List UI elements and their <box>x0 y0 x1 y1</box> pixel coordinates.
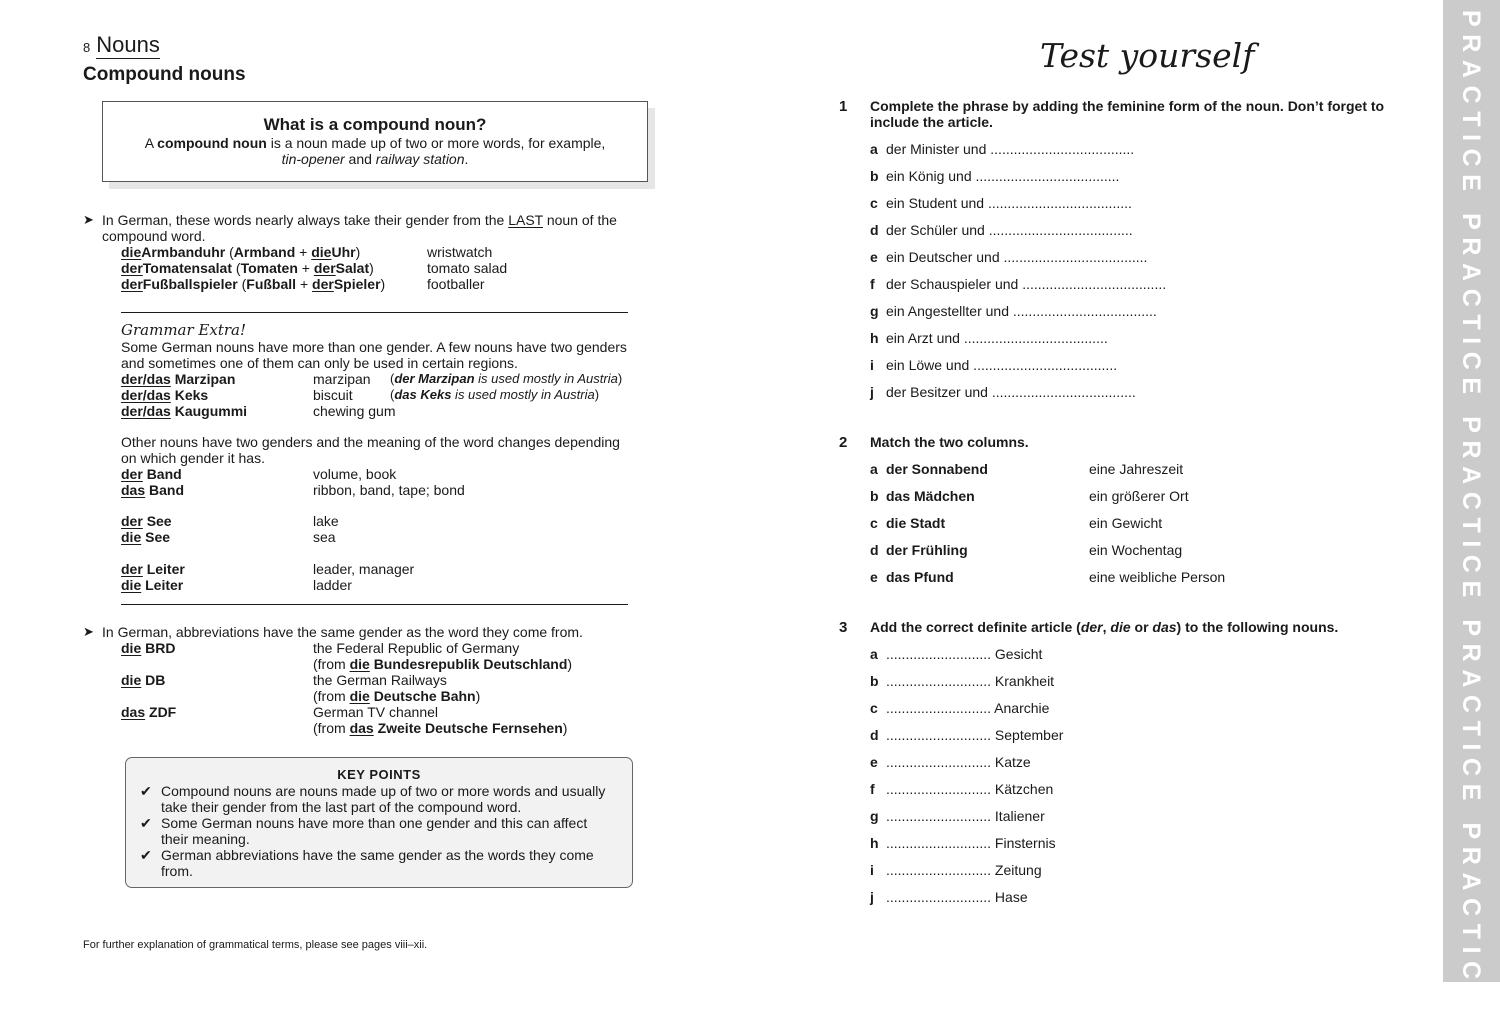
exercise-item: j ........................... Hase <box>870 889 1028 905</box>
definition-line-1: A compound noun is a noun made up of two or more words, for example, <box>144 135 606 151</box>
arrow-bullet-icon: ➤ <box>83 624 94 639</box>
key-point: ✔ German abbreviations have the same gender as the words they come from. <box>140 847 594 879</box>
exercise-item: a der Minister und ..................................... <box>870 141 1135 157</box>
key-points-box <box>125 757 633 888</box>
key-point: ✔ Some German nouns have more than one gender and this can affect their meaning. <box>140 815 588 847</box>
match-right: ein Gewicht <box>1089 515 1163 531</box>
practice-side-tab <box>1443 0 1500 1011</box>
checkmark-icon: ✔ <box>140 815 152 831</box>
match-left: d der Frühling <box>870 542 968 558</box>
grammar-extra-text: Some German nouns have more than one gender. A few nouns have two genders <box>121 339 627 355</box>
exercise-item: h ........................... Finsternis <box>870 835 1056 851</box>
abbreviation-meaning: the German Railways <box>313 672 447 688</box>
grammar-extra-text: Other nouns have two genders and the meaning of the word changes depending <box>121 434 620 450</box>
gender-meaning: volume, book <box>313 466 397 482</box>
match-left: a der Sonnabend <box>870 461 988 477</box>
exercise-item: d der Schüler und ..................................... <box>870 222 1133 238</box>
exercise-item: c ........................... Anarchie <box>870 700 1050 716</box>
exercise-item: g ........................... Italiener <box>870 808 1045 824</box>
exercise-item: b ........................... Krankheit <box>870 673 1055 689</box>
compound-translation: footballer <box>427 276 485 292</box>
compound-example: dieArmbanduhr (Armband + dieUhr) <box>121 244 361 260</box>
rule1-line-2: compound word. <box>102 228 206 244</box>
gender-meaning: ladder <box>313 577 352 593</box>
abbreviation-source: (from die Deutsche Bahn) <box>313 688 481 704</box>
exercise-item: g ein Angestellter und ..................................... <box>870 303 1157 319</box>
gender-meaning: lake <box>313 513 339 529</box>
exercise-item: d ........................... September <box>870 727 1064 743</box>
match-right: ein größerer Ort <box>1089 488 1189 504</box>
practice-side-text: PRACTICE PRACTICE PRACTICE PRACTICE PRACTICE <box>1457 10 1485 1011</box>
gender-noun: der See <box>121 513 172 529</box>
grammar-extra-title: Grammar Extra! <box>121 321 247 339</box>
compound-example: derTomatensalat (Tomaten + derSalat) <box>121 260 374 276</box>
chapter-title: Nouns <box>96 32 160 57</box>
checkmark-icon: ✔ <box>140 847 152 863</box>
footnote: For further explanation of grammatical terms, please see pages viii–xii. <box>83 939 428 951</box>
question-number: 1 <box>839 98 848 115</box>
section-title: Compound nouns <box>83 64 246 85</box>
regional-noun: der/das Kaugummi <box>121 403 248 419</box>
exercise-item: e ein Deutscher und ..................................... <box>870 249 1148 265</box>
match-right: ein Wochentag <box>1089 542 1183 558</box>
compound-translation: wristwatch <box>427 244 493 260</box>
gender-noun: die Leiter <box>121 577 184 593</box>
gender-meaning: ribbon, band, tape; bond <box>313 482 465 498</box>
divider <box>121 312 628 313</box>
definition-box <box>102 101 648 182</box>
abbreviation: die DB <box>121 672 166 688</box>
key-points-title: KEY POINTS <box>337 767 421 782</box>
arrow-bullet-icon: ➤ <box>83 212 94 227</box>
match-right: eine weibliche Person <box>1089 569 1226 585</box>
grammar-extra-text: on which gender it has. <box>121 450 265 466</box>
compound-translation: tomato salad <box>427 260 508 276</box>
regional-translation: marzipan <box>313 371 371 387</box>
abbreviation-source: (from das Zweite Deutsche Fernsehen) <box>313 720 568 736</box>
key-point: ✔ Compound nouns are nouns made up of two or more words and usually take their gender from the last part of the compound word. <box>140 783 606 815</box>
exercise-item: h ein Arzt und ..................................... <box>870 330 1108 346</box>
exercise-item: a ........................... Gesicht <box>870 646 1043 662</box>
compound-example: derFußballspieler (Fußball + derSpieler) <box>121 276 386 292</box>
regional-noun: der/das Keks <box>121 387 209 403</box>
regional-note: (das Keks is used mostly in Austria) <box>390 387 600 402</box>
exercise-item: i ........................... Zeitung <box>870 862 1042 878</box>
exercise-item: b ein König und ..................................... <box>870 168 1120 184</box>
regional-noun: der/das Marzipan <box>121 371 236 387</box>
question-1-text: Complete the phrase by adding the feminine form of the noun. Don’t forget to include the article. <box>870 98 1385 130</box>
gender-noun: der Band <box>121 466 182 482</box>
grammar-extra-text: and sometimes one of them can only be used in certain regions. <box>121 355 518 371</box>
exercise-item: f der Schauspieler und ..................................... <box>870 276 1167 292</box>
test-yourself-title: Test yourself <box>1040 36 1255 75</box>
regional-translation: biscuit <box>313 387 353 403</box>
rule2-text: In German, abbreviations have the same gender as the word they come from. <box>102 624 583 640</box>
match-left: e das Pfund <box>870 569 954 585</box>
question-3-text: Add the correct definite article (der, die or das) to the following nouns. <box>870 619 1339 635</box>
abbreviation: das ZDF <box>121 704 177 720</box>
abbreviation-source: (from die Bundesrepublik Deutschland) <box>313 656 573 672</box>
match-left: b das Mädchen <box>870 488 975 504</box>
match-right: eine Jahreszeit <box>1089 461 1184 477</box>
exercise-item: f ........................... Kätzchen <box>870 781 1054 797</box>
question-number: 2 <box>839 434 848 451</box>
abbreviation-meaning: German TV channel <box>313 704 439 720</box>
exercise-item: j der Besitzer und ..................................... <box>870 384 1136 400</box>
page-number: 8 <box>83 40 91 55</box>
abbreviation-meaning: the Federal Republic of Germany <box>313 640 520 656</box>
gender-noun: der Leiter <box>121 561 185 577</box>
gender-noun: die See <box>121 529 171 545</box>
definition-line-2: tin-opener and railway station. <box>281 151 469 167</box>
exercise-item: i ein Löwe und ..................................... <box>870 357 1118 373</box>
gender-meaning: sea <box>313 529 336 545</box>
exercise-item: e ........................... Katze <box>870 754 1031 770</box>
regional-translation: chewing gum <box>313 403 396 419</box>
gender-meaning: leader, manager <box>313 561 415 577</box>
match-left: c die Stadt <box>870 515 946 531</box>
checkmark-icon: ✔ <box>140 783 152 799</box>
question-number: 3 <box>839 619 848 636</box>
definition-title: What is a compound noun? <box>263 115 487 134</box>
rule1-line-1: In German, these words nearly always take their gender from the LAST noun of the <box>102 212 617 228</box>
divider <box>121 604 628 605</box>
question-2-text: Match the two columns. <box>870 434 1029 450</box>
gender-noun: das Band <box>121 482 185 498</box>
regional-note: (der Marzipan is used mostly in Austria) <box>390 371 623 386</box>
running-head <box>83 32 160 58</box>
abbreviation: die BRD <box>121 640 176 656</box>
exercise-item: c ein Student und ..................................... <box>870 195 1132 211</box>
